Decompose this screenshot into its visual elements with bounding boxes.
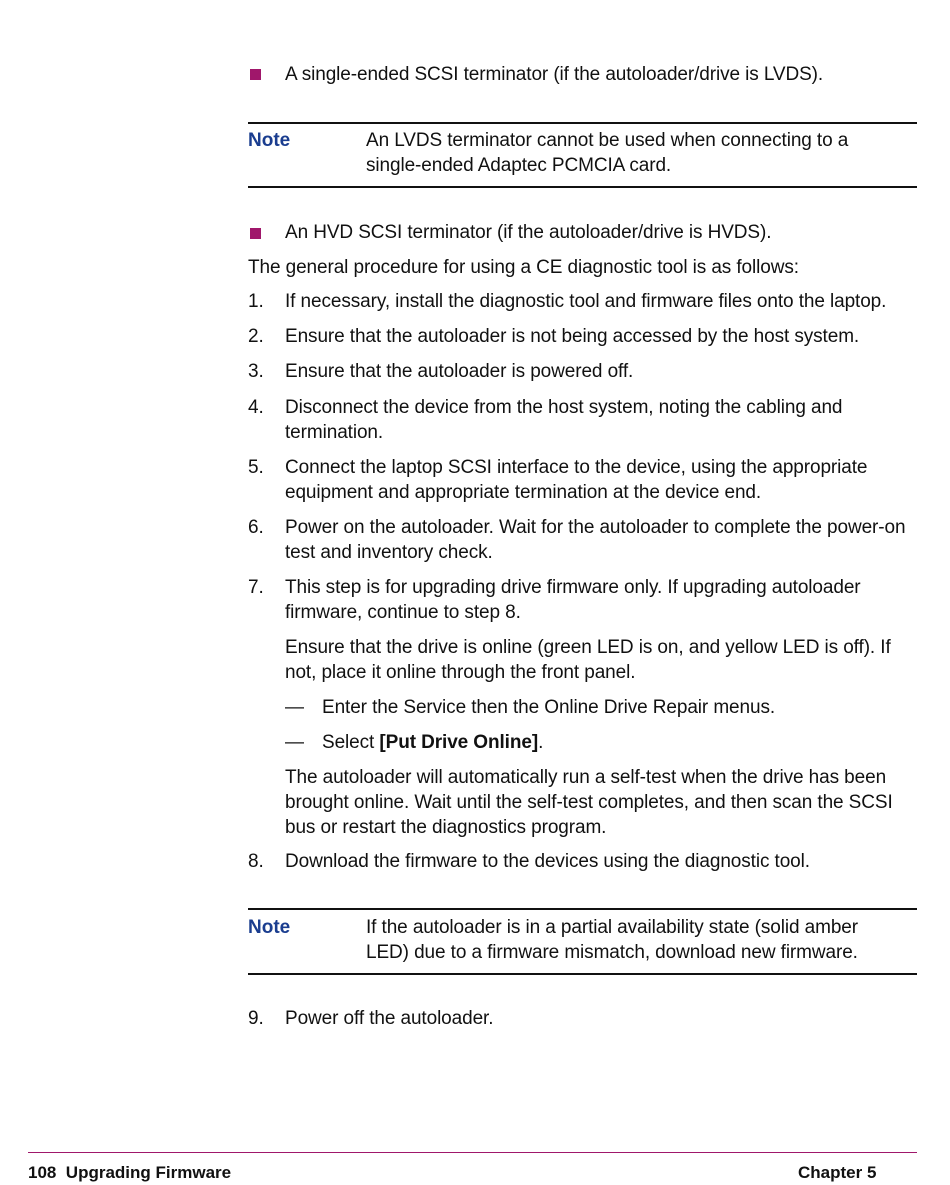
step-text: Ensure that the autoloader is not being accessed by the host system. (285, 326, 860, 347)
dash-item (322, 730, 912, 755)
bullet-item: An HVD SCSI terminator (if the autoloader/drive is HVDS). (285, 222, 772, 243)
intro-paragraph: The general procedure for using a CE diagnostic tool is as follows: (248, 257, 799, 278)
footer-rule (28, 1152, 917, 1153)
note-top-rule (248, 908, 917, 910)
step-detail-paragraph: The autoloader will automatically run a self-test when the drive has been brought online. Wait until the self-test completes, and then scan the SCSI bus or restart the diagnostics program. (285, 767, 893, 838)
step-text: If necessary, install the diagnostic tool and firmware files onto the laptop. (285, 291, 887, 312)
step-number: 2. (248, 326, 264, 347)
note-bottom-rule (248, 186, 917, 188)
step-text: This step is for upgrading drive firmware only. If upgrading autoloader firmware, continue to step 8. (285, 577, 861, 623)
step-number: 5. (248, 457, 264, 478)
bullet-item: A single-ended SCSI terminator (if the autoloader/drive is LVDS). (285, 64, 824, 85)
dash-bullet: — (285, 732, 304, 753)
note-label: Note (248, 130, 291, 151)
step-text: Disconnect the device from the host system, noting the cabling and termination. (285, 397, 843, 443)
step-number: 6. (248, 517, 264, 538)
step-number: 1. (248, 291, 264, 312)
bullet-square-icon (250, 228, 261, 239)
step-text: Connect the laptop SCSI interface to the device, using the appropriate equipment and appropriate termination at the device end. (285, 457, 868, 503)
footer-chapter: Chapter 5 (798, 1163, 877, 1182)
dash-item-suffix: . (538, 732, 544, 753)
note-bottom-rule (248, 973, 917, 975)
step-number: 4. (248, 397, 264, 418)
ui-label-put-drive-online: [Put Drive Online] (379, 732, 539, 753)
dash-bullet: — (285, 697, 304, 718)
note-top-rule (248, 122, 917, 124)
step-number: 9. (248, 1008, 264, 1029)
note-text: An LVDS terminator cannot be used when connecting to a single-ended Adaptec PCMCIA card. (366, 130, 849, 176)
step-number: 8. (248, 851, 264, 872)
step-number: 3. (248, 361, 264, 382)
dash-item: Enter the Service then the Online Drive Repair menus. (322, 697, 776, 718)
dash-item-prefix: Select (322, 732, 380, 753)
note-text: If the autoloader is in a partial availability state (solid amber LED) due to a firmware mismatch, download new firmware. (366, 917, 858, 963)
bullet-square-icon (250, 69, 261, 80)
step-text: Power on the autoloader. Wait for the autoloader to complete the power-on test and inventory check. (285, 517, 906, 563)
step-text: Download the firmware to the devices using the diagnostic tool. (285, 851, 810, 872)
footer-page-section: 108 Upgrading Firmware (28, 1163, 232, 1182)
step-detail-paragraph: Ensure that the drive is online (green LED is on, and yellow LED is off). If not, place it online through the front panel. (285, 637, 891, 683)
note-label: Note (248, 917, 291, 938)
step-text: Ensure that the autoloader is powered off. (285, 361, 634, 382)
step-text: Power off the autoloader. (285, 1008, 494, 1029)
step-number: 7. (248, 577, 264, 598)
